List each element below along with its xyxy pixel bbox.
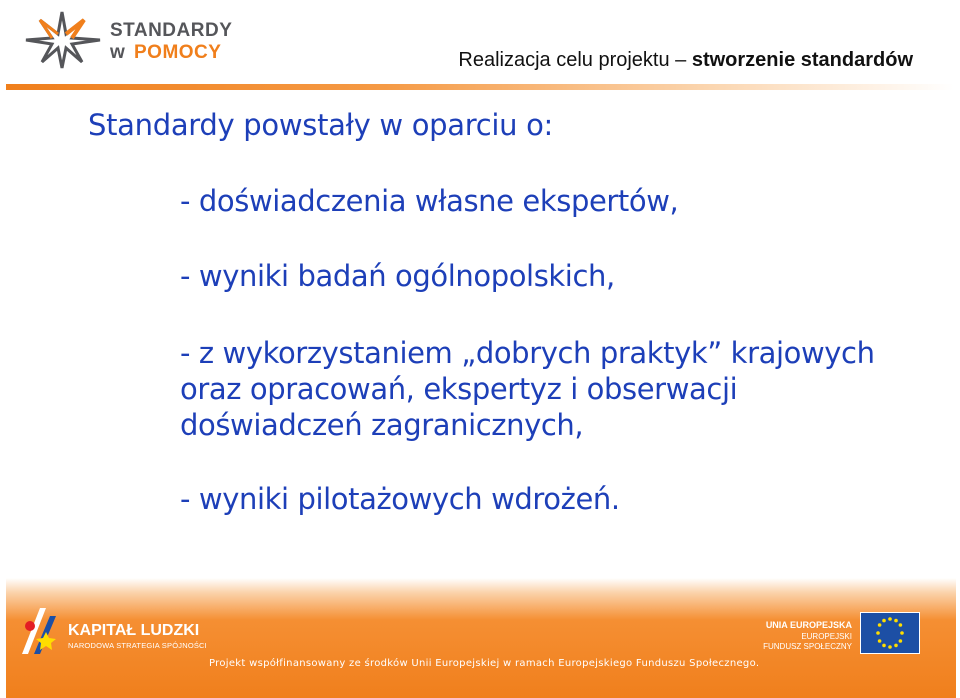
bullet-item: - doświadczenia własne ekspertów, — [180, 184, 679, 218]
header-title — [458, 49, 913, 72]
bullet-line: - z wykorzystaniem „dobrych praktyk” krajowych — [180, 336, 875, 370]
eu-stars-icon — [861, 613, 919, 653]
bullet-item: - wyniki pilotażowych wdrożeń. — [180, 482, 620, 516]
eu-flag-icon — [860, 612, 920, 654]
header-title-regular: Realizacja celu projektu – — [458, 49, 687, 71]
bullet-item-multiline — [180, 335, 940, 443]
eu-title: UNIA EUROPEJSKA — [765, 620, 852, 630]
eu-subtitle-1: EUROPEJSKI — [801, 632, 852, 641]
kapital-ludzki-icon — [16, 606, 64, 656]
page-heading: Standardy powstały w oparciu o: — [88, 108, 554, 142]
kapital-ludzki-subtitle: NARODOWA STRATEGIA SPÓJNOŚCI — [68, 641, 207, 650]
bullet-list — [180, 183, 940, 517]
star-logo-icon — [22, 6, 108, 72]
header-title-bold: stworzenie standardów — [691, 49, 913, 71]
bullet-line: oraz opracowań, ekspertyz i obserwacji — [180, 372, 738, 406]
standardy-logo — [22, 6, 252, 72]
bullet-line: doświadczeń zagranicznych, — [180, 408, 584, 442]
kapital-ludzki-title: KAPITAŁ LUDZKI — [68, 622, 200, 639]
logo-text-pomocy: POMOCY — [134, 42, 222, 63]
logo-text-standardy: STANDARDY — [110, 20, 233, 41]
footer — [6, 578, 956, 698]
header-divider — [6, 84, 954, 90]
footer-funding-note: Projekt współfinansowany ze środków Unii Europejskiej w ramach Europejskiego Funduszu Społecznego. — [209, 658, 760, 669]
bullet-item: - wyniki badań ogólnopolskich, — [180, 259, 615, 293]
logo-text-w: w — [110, 42, 125, 63]
eu-subtitle-2: FUNDUSZ SPOŁECZNY — [763, 642, 852, 651]
